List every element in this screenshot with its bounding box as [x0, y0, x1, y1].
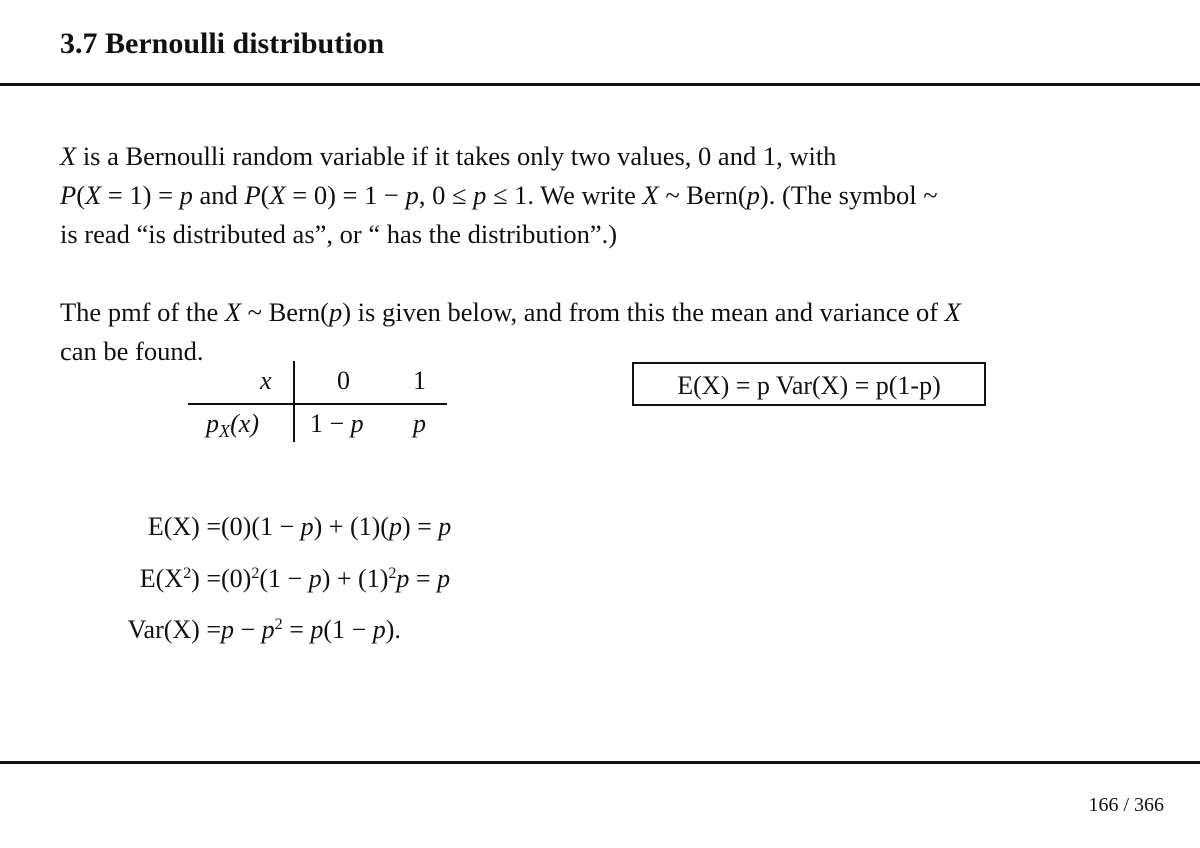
math-var: p — [438, 512, 452, 541]
equation-lhs — [140, 566, 221, 592]
pmf-intro-paragraph — [60, 293, 961, 371]
table-vertical-rule — [293, 361, 295, 442]
math-var: X — [224, 297, 242, 327]
text-run: (0) — [221, 564, 252, 593]
superscript: 2 — [251, 565, 260, 583]
footer-rule — [0, 761, 1200, 764]
math-var: p — [396, 564, 410, 593]
math-var: p — [473, 180, 487, 210]
text-run: and — [192, 180, 245, 210]
table-header-var — [260, 368, 272, 394]
text-run: = 0) = 1 − — [285, 180, 406, 210]
text-run: (1 − — [259, 564, 309, 593]
page-number: 166 / 366 — [1088, 794, 1164, 816]
definition-line-2 — [60, 176, 938, 215]
table-value-1: 1 — [413, 366, 426, 395]
text-run: − — [234, 615, 262, 644]
math-var: X — [60, 141, 77, 171]
math-var: X — [944, 297, 961, 327]
definition-paragraph — [60, 137, 938, 254]
pmf-intro-line-2: can be found. — [60, 336, 204, 366]
text-run: , 0 ≤ — [418, 180, 474, 210]
equation-rhs — [221, 514, 451, 540]
text-run: ). (The symbol ~ — [759, 180, 938, 210]
math-var: X — [219, 421, 231, 442]
math-var: X — [642, 180, 659, 210]
definition-line-3: is read “is distributed as”, or “ has the distribution”.) — [60, 219, 618, 249]
math-var: p — [437, 564, 451, 593]
pmf-intro-line-1 — [60, 293, 961, 332]
text-run: = 1) = — [101, 180, 180, 210]
text-run: ) = — [401, 512, 439, 541]
text-run: ) + (1) — [321, 564, 389, 593]
equation-lhs: Var(X) = — [127, 615, 221, 644]
text-run: 1 − — [310, 409, 351, 438]
table-value-0: 0 — [337, 366, 350, 395]
text-run: ) is given below, and from this the mean and variance of — [342, 297, 945, 327]
math-var: p — [300, 512, 314, 541]
text-run: ≤ 1. We write — [486, 180, 643, 210]
equation-mean — [0, 514, 1200, 554]
text-run: ) = — [191, 564, 221, 593]
math-var: p — [310, 615, 324, 644]
math-var: p — [413, 409, 426, 438]
text-run: ~ Bern( — [658, 180, 747, 210]
superscript: 2 — [274, 616, 283, 634]
math-var: p — [405, 180, 419, 210]
math-var: X — [85, 180, 102, 210]
boxed-result: E(X) = p Var(X) = p(1-p) — [632, 362, 986, 406]
equation-rhs — [221, 617, 401, 643]
math-var: p — [328, 297, 343, 327]
math-var: p — [179, 180, 193, 210]
text-run: (0)(1 − — [221, 512, 301, 541]
text-run: (1 − — [323, 615, 373, 644]
text-run: = — [409, 564, 438, 593]
math-var: p — [308, 564, 322, 593]
table-prob-1 — [413, 411, 426, 437]
math-var: p — [221, 615, 234, 644]
equation-lhs: E(X) = — [147, 512, 221, 541]
table-row-label — [206, 409, 259, 442]
math-var: p — [388, 512, 402, 541]
text-run: The pmf of the — [60, 297, 225, 327]
slide-title: 3.7 Bernoulli distribution — [60, 27, 385, 60]
superscript: 2 — [388, 565, 397, 583]
math-var: (x) — [230, 409, 259, 438]
equation-variance — [0, 617, 1200, 657]
table-prob-0 — [310, 411, 364, 437]
math-var: p — [261, 615, 275, 644]
math-var: X — [269, 180, 286, 210]
equation-rhs — [221, 566, 450, 592]
equation-second-moment — [0, 566, 1200, 606]
math-var: x — [260, 366, 272, 395]
text-run: ( — [76, 180, 86, 210]
math-var: p — [206, 409, 219, 438]
superscript: 2 — [183, 565, 192, 583]
text-run: ). — [385, 615, 401, 644]
text-run: is a Bernoulli random variable if it takes only two values, 0 and 1, with — [76, 141, 837, 171]
text-run: ) + (1)( — [313, 512, 389, 541]
math-var: p — [746, 180, 760, 210]
math-var: P — [60, 180, 77, 210]
header-rule — [0, 83, 1200, 86]
math-var: p — [372, 615, 386, 644]
text-run: ( — [260, 180, 270, 210]
text-run: E(X — [139, 564, 184, 593]
table-horizontal-rule — [188, 403, 447, 405]
definition-line-1 — [60, 137, 938, 176]
math-var: P — [244, 180, 261, 210]
math-var: p — [350, 409, 364, 438]
text-run: ~ Bern( — [241, 297, 329, 327]
text-run: = — [282, 615, 311, 644]
